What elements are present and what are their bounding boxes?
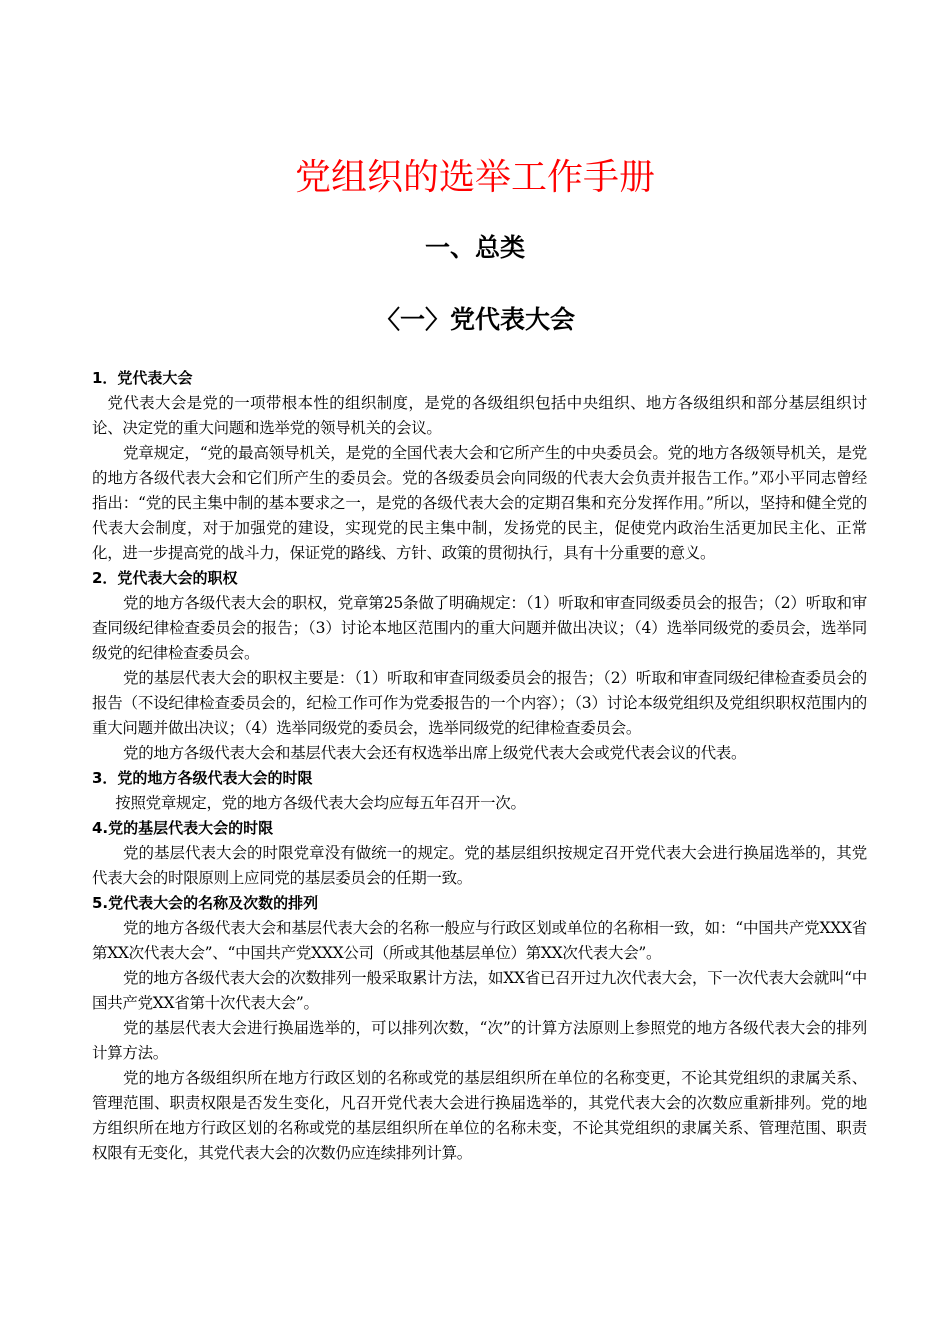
paragraph: 党章规定，“党的最高领导机关，是党的全国代表大会和它所产生的中央委员会。党的地方各级领导机关，是党的地方各级代表大会和它们所产生的委员会。党的各级委员会向同级的代表大会负责并报告工作。”邓小平同志曾经指出：“党的民主集中制的基本要求之一，是党的各级代表大会的定期召集和充分发挥作用。”所以，坚持和健全党的代表大会制度，对于加强党的建设，实现党的民主集中制，发扬党的民主，促使党内政治生活更加民主化、正常化，进一步提高党的战斗力，保证党的路线、方针、政策的贯彻执行，具有十分重要的意义。 [92, 444, 867, 562]
paragraph: 党的基层代表大会的时限党章没有做统一的规定。党的基层组织按规定召开党代表大会进行换届选举的，其党代表大会的时限原则上应同党的基层委员会的任期一致。 [92, 844, 867, 887]
chapter-title: 一、总类 [424, 233, 525, 262]
item-heading-4: 4.党的基层代表大会的时限 [92, 819, 274, 837]
paragraph: 按照党章规定，党的地方各级代表大会均应每五年召开一次。 [115, 794, 526, 812]
item-heading-3: 3．党的地方各级代表大会的时限 [92, 769, 313, 787]
paragraph: 党代表大会是党的一项带根本性的组织制度，是党的各级组织包括中央组织、地方各级组织和部分基层组织讨论、决定党的重大问题和选举党的领导机关的会议。 [92, 394, 867, 437]
paragraph: 党的地方各级代表大会的职权，党章第25条做了明确规定：（1）听取和审查同级委员会的报告；（2）听取和审查同级纪律检查委员会的报告；（3）讨论本地区范围内的重大问题并做出决议；（4）选举同级党的委员会，选举同级党的纪律检查委员会。 [92, 594, 867, 662]
item-heading-2: 2．党代表大会的职权 [92, 569, 238, 587]
item-heading-5: 5.党代表大会的名称及次数的排列 [92, 894, 319, 912]
paragraph: 党的基层代表大会的职权主要是：（1）听取和审查同级委员会的报告；（2）听取和审查同级纪律检查委员会的报告（不设纪律检查委员会的，纪检工作可作为党委报告的一个内容）；（3）讨论本级党组织及党组织职权范围内的重大问题并做出决议；（4）选举同级党的委员会，选举同级党的纪律检查委员会。 [92, 669, 867, 737]
paragraph: 党的地方各级代表大会和基层代表大会的名称一般应与行政区划或单位的名称相一致，如：“中国共产党XXX省第XX次代表大会”、“中国共产党XXX公司（所或其他基层单位）第XX次代表大会”。 [92, 919, 867, 962]
document-title: 党组织的选举工作手册 [294, 157, 655, 198]
document-body [92, 366, 867, 1166]
section-title: 〈一〉党代表大会 [374, 305, 575, 334]
paragraph: 党的地方各级组织所在地方行政区划的名称或党的基层组织所在单位的名称变更，不论其党组织的隶属关系、管理范围、职责权限是否发生变化，凡召开党代表大会进行换届选举的，其党代表大会的次数应重新排列。党的地方组织所在地方行政区划的名称或党的基层组织所在单位的名称未变，不论其党组织的隶属关系、管理范围、职责权限有无变化，其党代表大会的次数仍应连续排列计算。 [92, 1069, 867, 1162]
paragraph: 党的基层代表大会进行换届选举的，可以排列次数，“次”的计算方法原则上参照党的地方各级代表大会的排列计算方法。 [92, 1019, 867, 1062]
paragraph: 党的地方各级代表大会和基层代表大会还有权选举出席上级党代表大会或党代表会议的代表。 [123, 744, 747, 762]
paragraph: 党的地方各级代表大会的次数排列一般采取累计方法，如XX省已召开过九次代表大会，下一次代表大会就叫“中国共产党XX省第十次代表大会”。 [92, 969, 867, 1012]
item-heading-1: 1．党代表大会 [92, 369, 193, 387]
